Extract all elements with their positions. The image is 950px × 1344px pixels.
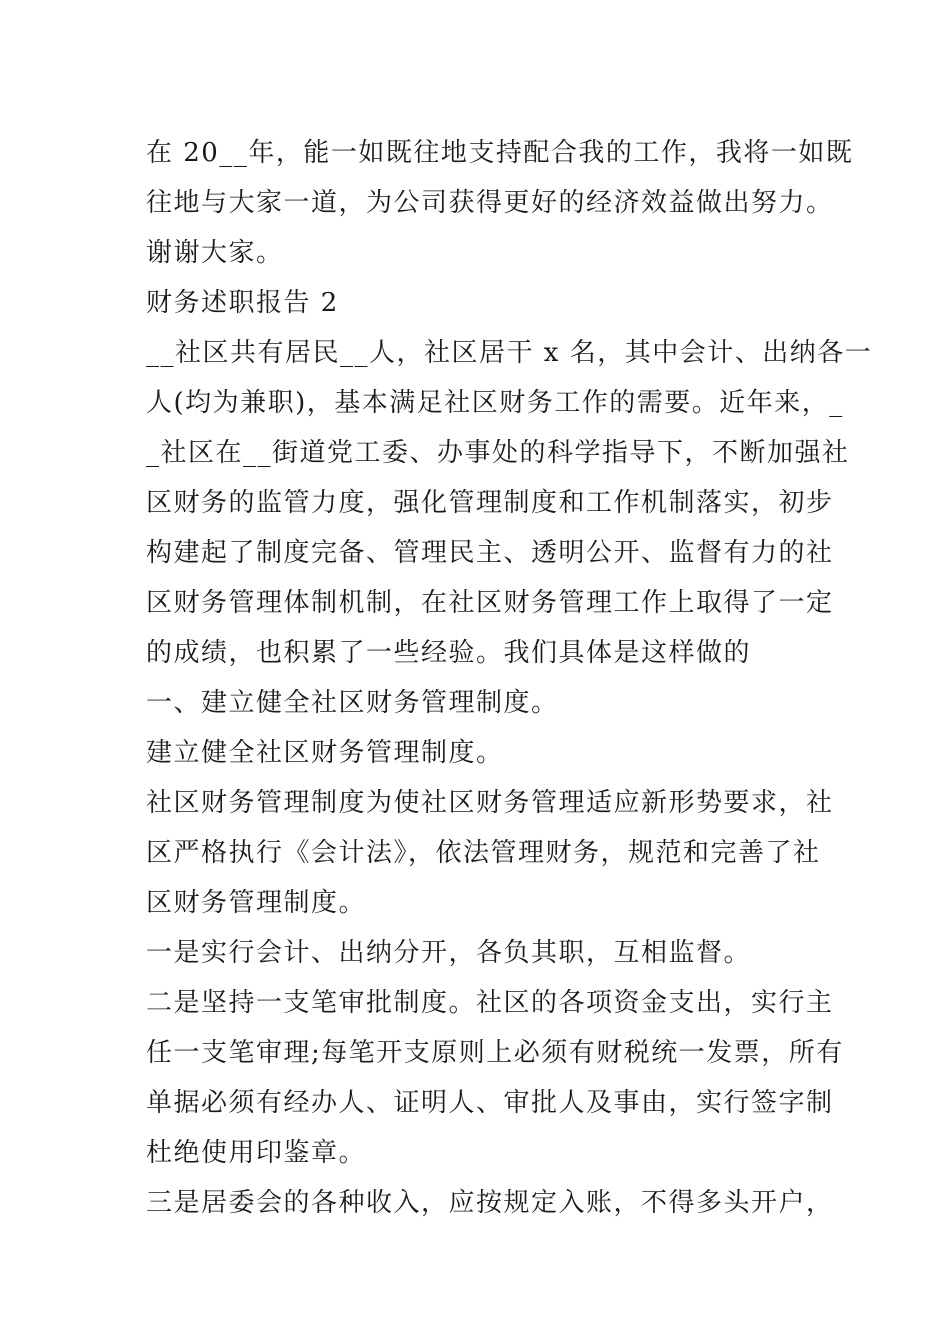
text-line: 谢谢大家。: [146, 238, 284, 268]
text-line: 社区财务管理制度为使社区财务管理适应新形势要求，社: [146, 788, 834, 818]
text-line: 一是实行会计、出纳分开，各负其职，互相监督。: [146, 938, 752, 968]
text-line: 区财务的监管力度，强化管理制度和工作机制落实，初步: [146, 488, 834, 518]
text-line: 往地与大家一道，为公司获得更好的经济效益做出努力。: [146, 188, 834, 218]
text-line: 区财务管理体制机制，在社区财务管理工作上取得了一定: [146, 588, 834, 618]
text-line: 杜绝使用印鉴章。: [146, 1138, 367, 1168]
text-line: 人(均为兼职)，基本满足社区财务工作的需要。近年来，_: [146, 388, 844, 418]
text-line: __社区共有居民__人，社区居干 x 名，其中会计、出纳各一: [146, 338, 873, 368]
text-line: 任一支笔审理;每笔开支原则上必须有财税统一发票，所有: [146, 1038, 844, 1068]
text-line: 区财务管理制度。: [146, 888, 367, 918]
text-line: 的成绩，也积累了一些经验。我们具体是这样做的: [146, 638, 752, 668]
text-line: 构建起了制度完备、管理民主、透明公开、监督有力的社: [146, 538, 834, 568]
text-line: _社区在__街道党工委、办事处的科学指导下，不断加强社: [146, 438, 850, 468]
text-line: 在 20__年，能一如既往地支持配合我的工作，我将一如既: [146, 138, 854, 168]
document-body: [146, 128, 873, 1228]
text-line: 单据必须有经办人、证明人、审批人及事由，实行签字制: [146, 1088, 834, 1118]
text-line: 区严格执行《会计法》，依法管理财务，规范和完善了社: [146, 838, 821, 868]
text-line: 建立健全社区财务管理制度。: [146, 738, 504, 768]
section-heading: 财务述职报告 2: [146, 288, 339, 318]
text-line: 二是坚持一支笔审批制度。社区的各项资金支出，实行主: [146, 988, 834, 1018]
subsection-heading: 一、建立健全社区财务管理制度。: [146, 688, 559, 718]
text-line: 三是居委会的各种收入，应按规定入账，不得多头开户，: [146, 1188, 834, 1218]
